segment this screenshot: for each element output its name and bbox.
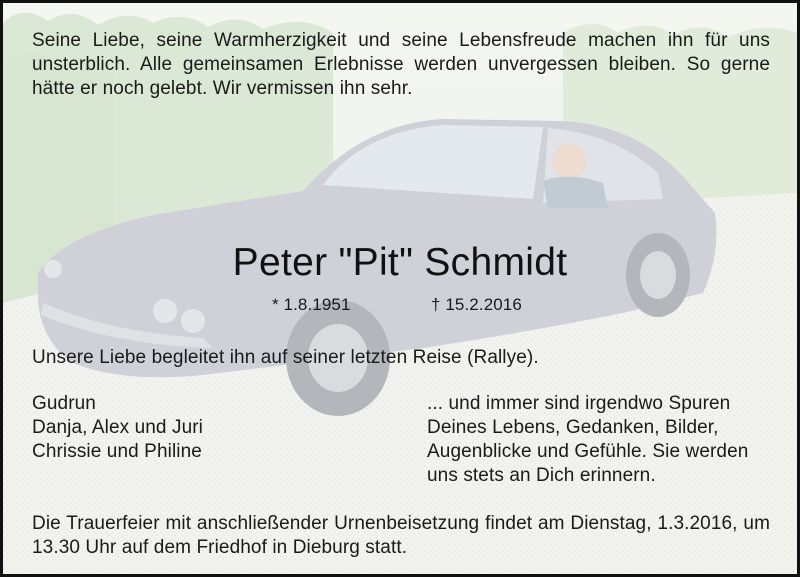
memorial-quote [427, 392, 748, 488]
deceased-name: Peter "Pit" Schmidt [232, 241, 568, 284]
quote-line: Deines Lebens, Gedanken, Bilder, [427, 417, 719, 438]
ceremony-info: Die Trauerfeier mit anschließender Urnenbeisetzung findet am Dienstag, 1.3.2016, um 13.30 Uhr auf dem Friedhof in Dieburg statt. [32, 513, 770, 558]
birth-date: * 1.8.1951 [272, 295, 351, 314]
intro-text: Seine Liebe, seine Warmherzigkeit und seine Lebensfreude machen ihn für uns unsterblich. Alle gemeinsamen Erlebnisse werden unvergessen bleiben. So gerne hätte er noch gelebt. Wir vermissen ihn sehr. [32, 30, 770, 99]
quote-line: uns stets an Dich erinnern. [427, 465, 656, 486]
family-list [32, 392, 203, 464]
farewell-line: Unsere Liebe begleitet ihn auf seiner letzten Reise (Rallye). [32, 347, 539, 368]
family-member: Gudrun [32, 393, 96, 414]
death-date: † 15.2.2016 [431, 295, 522, 314]
quote-line: Augenblicke und Gefühle. Sie werden [427, 441, 749, 462]
family-member: Chrissie und Philine [32, 441, 202, 462]
family-member: Danja, Alex und Juri [32, 417, 203, 438]
quote-line: ... und immer sind irgendwo Spuren [427, 393, 731, 414]
